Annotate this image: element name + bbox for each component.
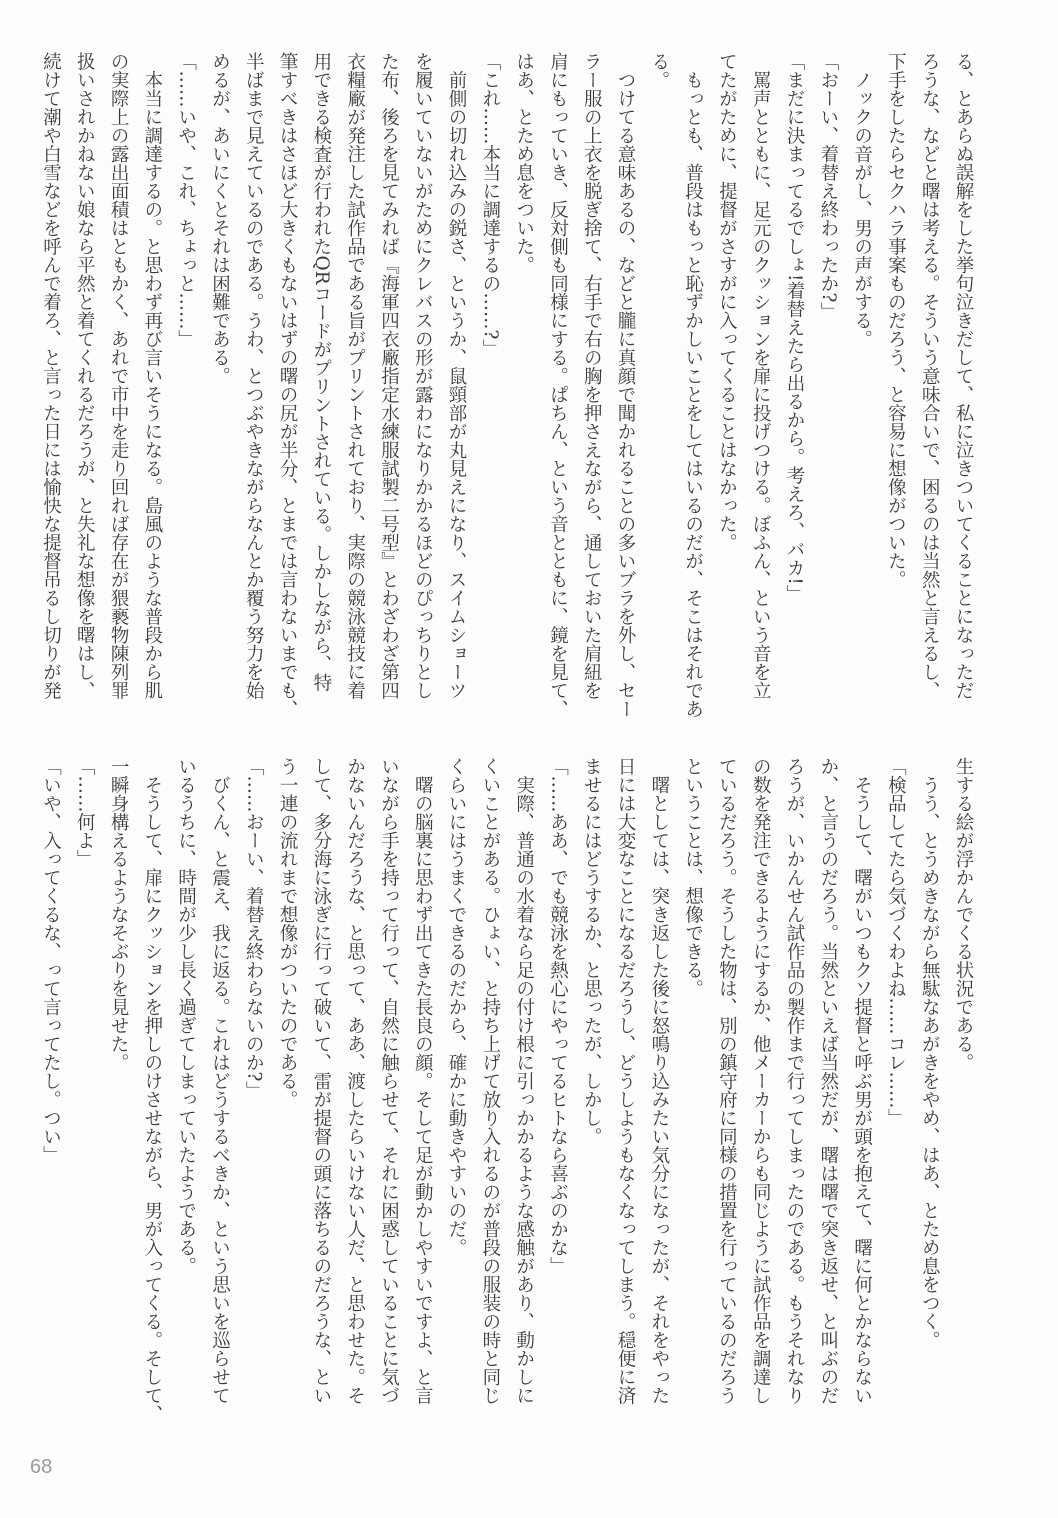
text-line: 一瞬身構えるようなそぶりを見せた。 bbox=[108, 757, 130, 1072]
text-line: びくん、と震え、我に返る。これはどうするべきか、という思いを巡らせて bbox=[209, 757, 231, 1405]
text-line: 本当に調達するの。と思わず再び言いそうになる。島風のような普段から肌 bbox=[141, 52, 163, 700]
text-line: はあ、とため息をついた。 bbox=[513, 52, 535, 274]
text-line: 「検品してたら気づくわよね……コレ……」 bbox=[885, 757, 907, 1127]
text-line: ろうな、などと曙は考える。そういう意味合いで、困るのは当然と言えるし、 bbox=[919, 52, 941, 700]
text-line: かないんだろうな、と思って、ああ、渡したらいけない人だ、と思わせた。そ bbox=[344, 757, 366, 1405]
text-line: う一連の流れまで想像がついたのである。 bbox=[277, 757, 299, 1109]
text-line: 曙の脳裏に思わず出てきた長良の顔。そして足が動かしやすいですよ、と言 bbox=[412, 757, 434, 1405]
text-line: る。 bbox=[648, 52, 670, 89]
text-line: てたがために、提督がさすがに入ってくることはなかった。 bbox=[716, 52, 738, 552]
text-line: めるが、あいにくとそれは困難である。 bbox=[209, 52, 231, 385]
upper-text-block bbox=[34, 52, 980, 742]
text-line: くいことがある。ひょい、と持ち上げて放り入れるのが普段の服装の時と同じ bbox=[479, 757, 501, 1405]
text-line: そうして、曙がいつもクソ提督と呼ぶ男が頭を抱えて、曙に何とかならない bbox=[851, 757, 873, 1405]
text-line: 生する絵が浮かんでくる状況である。 bbox=[953, 757, 974, 1072]
text-line: して、多分海に泳ぎに行って破いて、雷が提督の頭に落ちるのだろうな、とい bbox=[310, 757, 332, 1405]
text-line: 曙としては、突き返した後に怒鳴り込みたい気分になったが、それをやった bbox=[648, 757, 670, 1405]
text-line: 扱いされかねない娘なら平然と着てくれるだろうが、と失礼な想像を曙はし、 bbox=[74, 52, 96, 700]
text-line: もっとも、普段はもっと恥ずかしいことをしてはいるのだが、そこはそれであ bbox=[682, 52, 704, 718]
text-line: 用できる検査が行われたQRコードがプリントされている。しかしながら、特 bbox=[310, 52, 332, 692]
text-line: ということは、想像できる。 bbox=[682, 757, 704, 998]
text-line: を履いていないがためにクレバスの形が露わになりかかるほどのぴっちりとし bbox=[412, 52, 434, 700]
text-line: 「いや、入ってくるな、って言ってたし。つい」 bbox=[40, 757, 62, 1164]
text-line: た布、後ろを見てみれば『海軍四衣廠指定水練服試製二号型』とわざわざ第四 bbox=[378, 52, 400, 700]
text-line: ノックの音がし、男の声がする。 bbox=[851, 52, 873, 348]
text-line: 「まだに決まってるでしょ!着替えたら出るから。考えろ、バカ!」 bbox=[784, 52, 806, 604]
text-line: 下手をしたらセクハラ事案ものだろう、と容易に想像がついた。 bbox=[885, 52, 907, 589]
text-line: 「……おーい、着替え終わらないのか?」 bbox=[243, 757, 265, 1100]
text-line: ているだろう。そうした物は、別の鎮守府に同様の措置を行っているのだろう bbox=[716, 757, 738, 1405]
text-line: いながら手を持って行って、自然に触らせて、それに困惑していることに気づ bbox=[378, 757, 400, 1405]
text-line: 「おーい、着替え終わったか?」 bbox=[817, 52, 839, 321]
text-line: くらいにはうまくできるのだから、確かに動きやすいのだ。 bbox=[446, 757, 468, 1257]
text-line: いるうちに、時間が少し長く過ぎてしまっていたようである。 bbox=[175, 757, 197, 1275]
text-line: つけてる意味あるの、などと朧に真顔で聞かれることの多いブラを外し、セー bbox=[615, 52, 637, 718]
text-line: 「……いや、これ、ちょっと……」 bbox=[175, 52, 197, 348]
lower-text-block bbox=[34, 757, 980, 1447]
text-line: 罵声とともに、足元のクッションを扉に投げつける。ぼふん、という音を立 bbox=[750, 52, 772, 700]
text-line: の実際上の露出面積はともかく、あれで市中を走り回れば存在が猥褻物陳列罪 bbox=[108, 52, 130, 700]
text-line: 「……何よ」 bbox=[74, 757, 96, 868]
text-line: ませるにはどうするか、と思ったが、しかし。 bbox=[581, 757, 603, 1146]
text-line: うう、とうめきながら無駄なあがきをやめ、はあ、とため息をつく。 bbox=[919, 757, 941, 1349]
text-line: 日には大変なことになるだろうし、どうしようもなくなってしまう。穏便に済 bbox=[615, 757, 637, 1405]
text-line: ろうが、いかんせん試作品の製作まで行ってしまったのである。もうそれなり bbox=[784, 757, 806, 1405]
text-line: 筆すべきはさほど大きくもないはずの曙の尻が半分、とまでは言わないまでも、 bbox=[277, 52, 299, 718]
text-line: 「これ……本当に調達するの……?」 bbox=[479, 52, 501, 358]
text-line: の数を発注できるようにするか、他メーカーからも同じように試作品を調達し bbox=[750, 757, 772, 1405]
text-line: 続けて潮や白雪などを呼んで着ろ、と言った日には愉快な提督吊るし切りが発 bbox=[40, 52, 62, 700]
page-number: 68 bbox=[30, 1456, 53, 1478]
text-line: 衣糧廠が発注した試作品である旨がプリントされており、実際の競泳競技に着 bbox=[344, 52, 366, 700]
text-line: 前側の切れ込みの鋭さ、というか、鼠頸部が丸見えになり、スイムショーツ bbox=[446, 52, 468, 700]
text-line: 半ばまで見えているのである。うわ、とつぶやきながらなんとか覆う努力を始 bbox=[243, 52, 265, 700]
text-line: ラー服の上衣を脱ぎ捨て、右手で右の胸を押さえながら、通しておいた肩紐を bbox=[581, 52, 603, 700]
text-line: 「……ああ、でも競泳を熱心にやってるヒトなら喜ぶのかな」 bbox=[547, 757, 569, 1275]
text-line: か、と言うのだろう。当然といえば当然だが、曙は曙で突き返せ、と叫ぶのだ bbox=[817, 757, 839, 1405]
text-line: る、とあらぬ誤解をした挙句泣きだして、私に泣きついてくることになっただ bbox=[953, 52, 974, 700]
text-line: そうして、扉にクッションを押しのけさせながら、男が入ってくる。そして、 bbox=[141, 757, 163, 1423]
text-line: 肩にもっていき、反対側も同様にする。ぱちん、という音とともに、鏡を見て、 bbox=[547, 52, 569, 718]
text-line: 実際、普通の水着なら足の付け根に引っかかるような感触があり、動かしに bbox=[513, 757, 535, 1405]
